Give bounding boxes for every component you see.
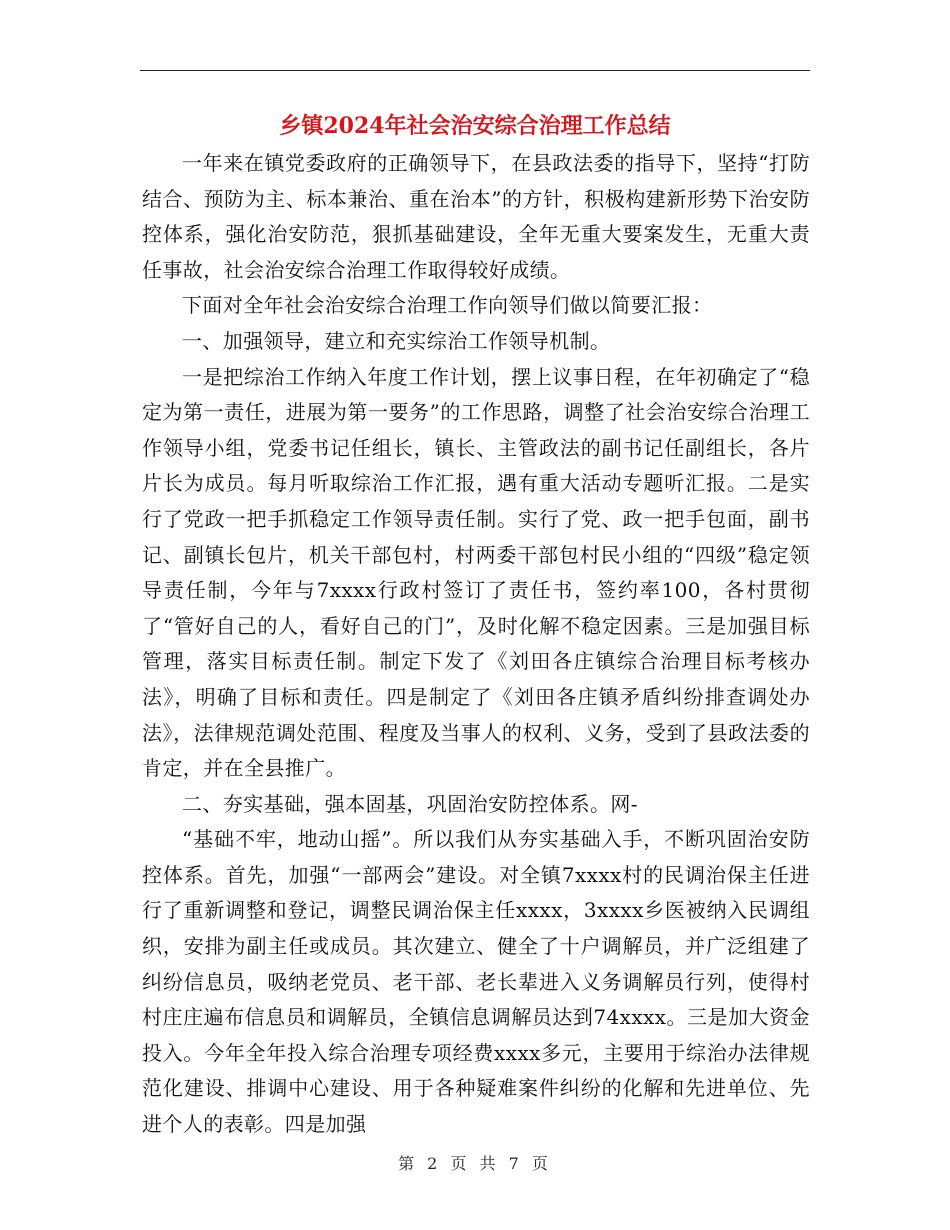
section-heading-2: 二、夯实基础，强本固基，巩固治安防控体系。网- bbox=[182, 791, 638, 816]
header-rule bbox=[140, 70, 810, 71]
document-body bbox=[142, 146, 810, 1143]
document-title: 乡镇2024年社会治安综合治理工作总结 bbox=[279, 113, 671, 139]
page-number: 第 2 页 共 7 页 bbox=[398, 1154, 552, 1173]
section-heading-1: 一、加强领导，建立和充实综治工作领导机制。 bbox=[182, 328, 611, 353]
paragraph-section-2: “基础不牢，地动山摇”。所以我们从夯实基础入手，不断巩固治安防控体系。首先，加强“一部两会”建设。对全镇7xxxx村的民调治保主任进行了重新调整和登记，调整民调治保主任xxxx，3xxxx乡医被纳入民调组织，安排为副主任或成员。其次建立、健全了十户调解员，并广泛组建了纠纷信息员，吸纳老党员、老干部、老长辈进入义务调解员行列，使得村村庄庄遍布信息员和调解员，全镇信息调解员达到74xxxx。三是加大资金投入。今年全年投入综合治理专项经费xxxx多元，主要用于综治办法律规范化建设、排调中心建设、用于各种疑难案件纠纷的化解和先进单位、先进个人的表彰。四是加强 bbox=[142, 827, 810, 1137]
paragraph-report-lead: 下面对全年社会治安综合治理工作向领导们做以简要汇报： bbox=[182, 293, 713, 318]
paragraph-section-1: 一是把综治工作纳入年度工作计划，摆上议事日程，在年初确定了“稳定为第一责任，进展为第一要务”的工作思路，调整了社会治安综合治理工作领导小组，党委书记任组长，镇长、主管政法的副书记任副组长，各片片长为成员。每月听取综治工作汇报，遇有重大活动专题听汇报。二是实行了党政一把手抓稳定工作领导责任制。实行了党、政一把手包面，副书记、副镇长包片，机关干部包村，村两委干部包村民小组的“四级”稳定领导责任制，今年与7xxxx行政村签订了责任书，签约率100，各村贯彻了“管好自己的人，看好自己的门”，及时化解不稳定因素。三是加强目标管理，落实目标责任制。制定下发了《刘田各庄镇综合治理目标考核办法》，明确了目标和责任。四是制定了《刘田各庄镇矛盾纠纷排查调处办法》，法律规范调处范围、程度及当事人的权利、义务，受到了县政法委的肯定，并在全县推广。 bbox=[142, 364, 810, 781]
paragraph-intro: 一年来在镇党委政府的正确领导下，在县政法委的指导下，坚持“打防结合、预防为主、标本兼治、重在治本”的方针，积极构建新形势下治安防控体系，强化治安防范，狠抓基础建设，全年无重大要案发生，无重大责任事故，社会治安综合治理工作取得较好成绩。 bbox=[142, 151, 810, 282]
